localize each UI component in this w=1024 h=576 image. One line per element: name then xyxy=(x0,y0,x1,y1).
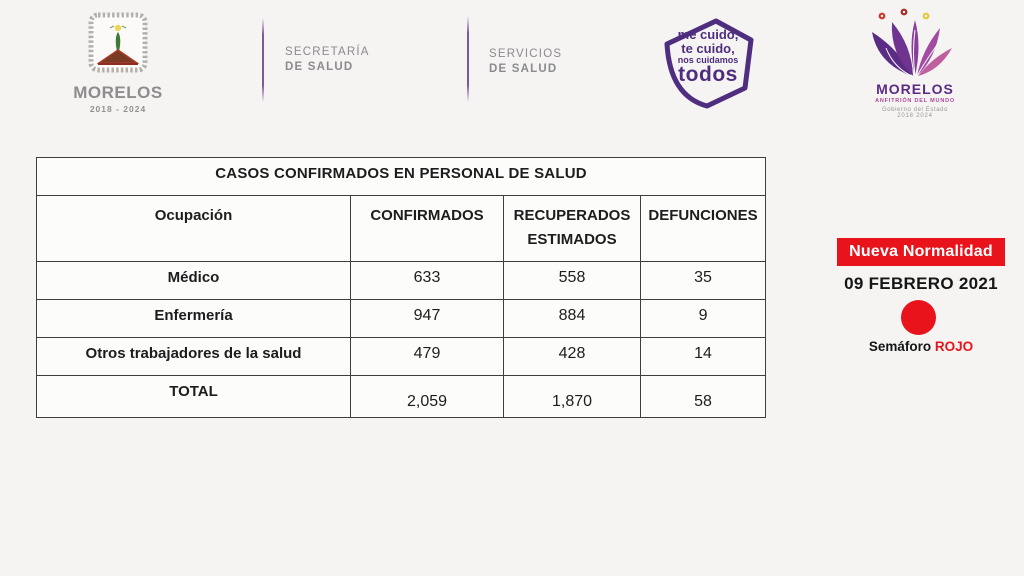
badge-label: Nueva Normalidad xyxy=(849,243,993,260)
secretaria-line2: DE SALUD xyxy=(285,61,354,73)
coat-of-arms-name: MORELOS xyxy=(73,83,163,102)
total-label: TOTAL xyxy=(37,376,351,418)
nueva-normalidad-badge xyxy=(837,238,1005,266)
table-row-otros xyxy=(37,338,766,376)
table-header-row xyxy=(37,196,766,262)
care-line3: nos cuidamos xyxy=(677,55,739,66)
total-confirmados: 2,059 xyxy=(351,376,504,418)
column-header-recuperados: RECUPERADOS ESTIMADOS xyxy=(504,196,641,262)
row-label: Médico xyxy=(37,262,351,300)
cell-defunciones: 35 xyxy=(641,262,766,300)
total-defunciones: 58 xyxy=(641,376,766,418)
care-shield-text xyxy=(670,28,746,86)
red-traffic-light-icon xyxy=(901,300,936,335)
cell-recuperados: 558 xyxy=(504,262,641,300)
servicios-line2: DE SALUD xyxy=(489,63,558,75)
state-logo-tagline: ANFITRIÓN DEL MUNDO xyxy=(875,98,955,104)
care-line4: todos xyxy=(678,62,738,86)
column-header-defunciones: DEFUNCIONES xyxy=(641,196,766,262)
confirmed-cases-table xyxy=(36,157,766,418)
morelos-coat-of-arms-icon xyxy=(86,63,150,80)
column-header-ocupacion: Ocupación xyxy=(37,196,351,262)
table-title: CASOS CONFIRMADOS EN PERSONAL DE SALUD xyxy=(37,158,766,196)
care-line2: te cuido, xyxy=(681,41,735,57)
table-row-medico xyxy=(37,262,766,300)
row-label: Otros trabajadores de la salud xyxy=(37,338,351,376)
column-header-confirmados: CONFIRMADOS xyxy=(351,196,504,262)
state-logo-caption2: 2018 2024 xyxy=(897,113,933,119)
servicios-line1: SERVICIOS xyxy=(489,48,563,60)
coat-of-arms-years: 2018 - 2024 xyxy=(89,104,147,114)
state-logo-caption1: Gobierno del Estado xyxy=(881,107,949,113)
table-row-enfermeria xyxy=(37,300,766,338)
cell-defunciones: 14 xyxy=(641,338,766,376)
semaforo-label: Semáforo xyxy=(868,339,932,354)
care-line1: me cuido, xyxy=(677,27,739,42)
table-row-total xyxy=(37,376,766,418)
lotus-dot-flowers xyxy=(879,9,930,20)
secretaria-de-salud-logo xyxy=(285,46,370,73)
total-recuperados: 1,870 xyxy=(504,376,641,418)
semaforo-status xyxy=(827,339,1015,354)
morelos-coat-of-arms xyxy=(72,12,164,114)
header-divider xyxy=(467,16,469,102)
table-title-row xyxy=(37,158,766,196)
cell-defunciones: 9 xyxy=(641,300,766,338)
care-shield-logo xyxy=(656,12,758,112)
cell-confirmados: 479 xyxy=(351,338,504,376)
cell-recuperados: 428 xyxy=(504,338,641,376)
servicios-de-salud-logo xyxy=(489,48,562,75)
secretaria-line1: SECRETARÍA xyxy=(285,46,370,58)
morelos-state-logo xyxy=(860,8,970,119)
header-divider xyxy=(262,18,264,102)
state-logo-name: MORELOS xyxy=(876,81,954,97)
cell-recuperados: 884 xyxy=(504,300,641,338)
row-label: Enfermería xyxy=(37,300,351,338)
semaforo-value: ROJO xyxy=(934,339,974,354)
cell-confirmados: 633 xyxy=(351,262,504,300)
report-date: 09 FEBRERO 2021 xyxy=(844,274,998,293)
cell-confirmados: 947 xyxy=(351,300,504,338)
